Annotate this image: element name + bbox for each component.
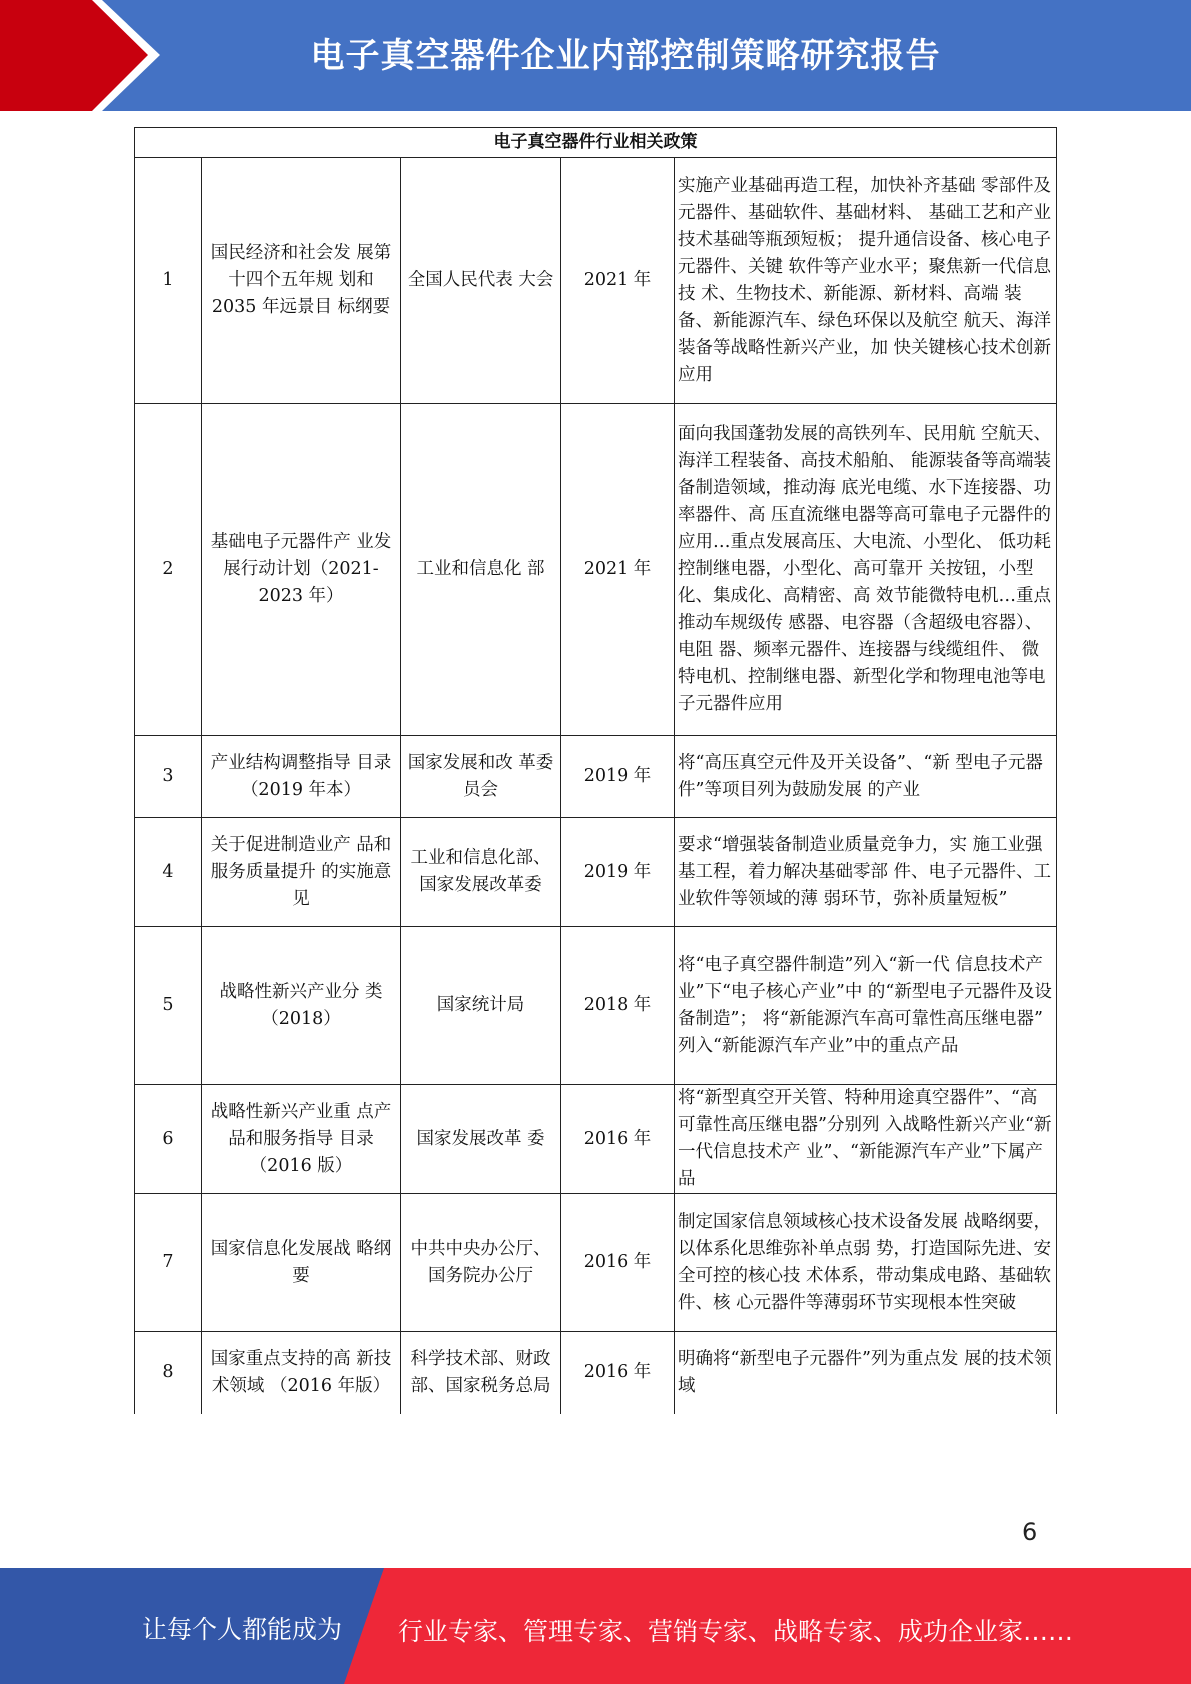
report-title: 电子真空器件企业内部控制策略研究报告 (310, 36, 941, 76)
issuing-body: 国家发展改革 委 (401, 1085, 561, 1194)
issuing-body: 国家发展和改 革委员会 (401, 736, 561, 818)
row-number: 8 (135, 1332, 202, 1414)
issue-year: 2016 年 (561, 1085, 675, 1194)
issue-year: 2018 年 (561, 927, 675, 1085)
row-number: 7 (135, 1194, 202, 1332)
policy-name: 国民经济和社会发 展第十四个五年规 划和 2035 年远景目 标纲要 (202, 158, 401, 404)
policy-name: 国家信息化发展战 略纲要 (202, 1194, 401, 1332)
row-number: 6 (135, 1085, 202, 1194)
issue-year: 2021 年 (561, 404, 675, 736)
policy-name: 基础电子元器件产 业发展行动计划（2021-2023 年） (202, 404, 401, 736)
issuing-body: 全国人民代表 大会 (401, 158, 561, 404)
table-row (135, 1194, 1057, 1332)
policy-name: 国家重点支持的高 新技术领域 （2016 年版） (202, 1332, 401, 1414)
footer-slogan-left: 让每个人都能成为 (142, 1615, 343, 1644)
issue-year: 2016 年 (561, 1194, 675, 1332)
header-red-chevron-decoration (0, 0, 150, 111)
policy-name: 战略性新兴产业重 点产品和服务指导 目录（2016 版） (202, 1085, 401, 1194)
policy-content: 制定国家信息领域核心技术设备发展 战略纲要，以体系化思维弥补单点弱 势，打造国际先进、安全可控的核心技 术体系，带动集成电路、基础软件、核 心元器件等薄弱环节实现根本性突破 (675, 1194, 1057, 1332)
table-row (135, 927, 1057, 1085)
row-number: 2 (135, 404, 202, 736)
policy-table (134, 127, 1057, 1414)
page-header (0, 0, 1191, 111)
table-row (135, 1332, 1057, 1414)
issue-year: 2019 年 (561, 736, 675, 818)
policy-content: 实施产业基础再造工程，加快补齐基础 零部件及元器件、基础软件、基础材料、 基础工艺和产业技术基础等瓶颈短板； 提升通信设备、核心电子元器件、关键 软件等产业水平；聚焦新一代信息技 术、生物技术、新能源、新材料、高端 装备、新能源汽车、绿色环保以及航空 航天、海洋装备等战略性新兴产业，加 快关键核心技术创新应用 (675, 158, 1057, 404)
policy-name: 战略性新兴产业分 类（2018） (202, 927, 401, 1085)
issuing-body: 科学技术部、财政部、国家税务总局 (401, 1332, 561, 1414)
issue-year: 2021 年 (561, 158, 675, 404)
page-number: 6 (1022, 1518, 1038, 1546)
footer-slogan-right: 行业专家、管理专家、营销专家、战略专家、成功企业家…… (398, 1617, 1074, 1646)
issuing-body: 中共中央办公厅、国务院办公厅 (401, 1194, 561, 1332)
policy-content: 将“电子真空器件制造”列入“新一代 信息技术产业”下“电子核心产业”中 的“新型电子元器件及设备制造”； 将“新能源汽车高可靠性高压继电器” 列入“新能源汽车产业”中的重点产品 (675, 927, 1057, 1085)
row-number: 4 (135, 818, 202, 927)
table-row (135, 404, 1057, 736)
table-row (135, 158, 1057, 404)
row-number: 3 (135, 736, 202, 818)
table-row (135, 736, 1057, 818)
policy-name: 产业结构调整指导 目录（2019 年本） (202, 736, 401, 818)
policy-name: 关于促进制造业产 品和服务质量提升 的实施意见 (202, 818, 401, 927)
policy-content: 明确将“新型电子元器件”列为重点发 展的技术领域 (675, 1332, 1057, 1414)
page-footer (0, 1568, 1191, 1684)
row-number: 1 (135, 158, 202, 404)
issuing-body: 国家统计局 (401, 927, 561, 1085)
issuing-body: 工业和信息化部、国家发展改革委 (401, 818, 561, 927)
table-caption: 电子真空器件行业相关政策 (135, 128, 1057, 158)
issue-year: 2019 年 (561, 818, 675, 927)
policy-content: 要求“增强装备制造业质量竞争力，实 施工业强基工程，着力解决基础零部 件、电子元器件、工业软件等领域的薄 弱环节，弥补质量短板” (675, 818, 1057, 927)
table-row (135, 1085, 1057, 1194)
row-number: 5 (135, 927, 202, 1085)
table-row (135, 818, 1057, 927)
policy-content: 面向我国蓬勃发展的高铁列车、民用航 空航天、海洋工程装备、高技术船舶、 能源装备等高端装备制造领域，推动海 底光电缆、水下连接器、功率器件、高 压直流继电器等高可靠电子元器件的 应用…重点发展高压、大电流、小型化、 低功耗控制继电器，小型化、高可靠开 关按钮，小型化、集成化、高精密、高 效节能微特电机…重点推动车规级传 感器、电容器（含超级电容器）、电阻 器、频率元器件、连接器与线缆组件、 微特电机、控制继电器、新型化学和物理电池等电子元器件应用 (675, 404, 1057, 736)
issuing-body: 工业和信息化 部 (401, 404, 561, 736)
policy-content: 将“新型真空开关管、特种用途真空器件”、“高可靠性高压继电器”分别列 入战略性新兴产业“新一代信息技术产 业”、“新能源汽车产业”下属产品 (675, 1085, 1057, 1194)
issue-year: 2016 年 (561, 1332, 675, 1414)
policy-content: 将“高压真空元件及开关设备”、“新 型电子元器件”等项目列为鼓励发展 的产业 (675, 736, 1057, 818)
